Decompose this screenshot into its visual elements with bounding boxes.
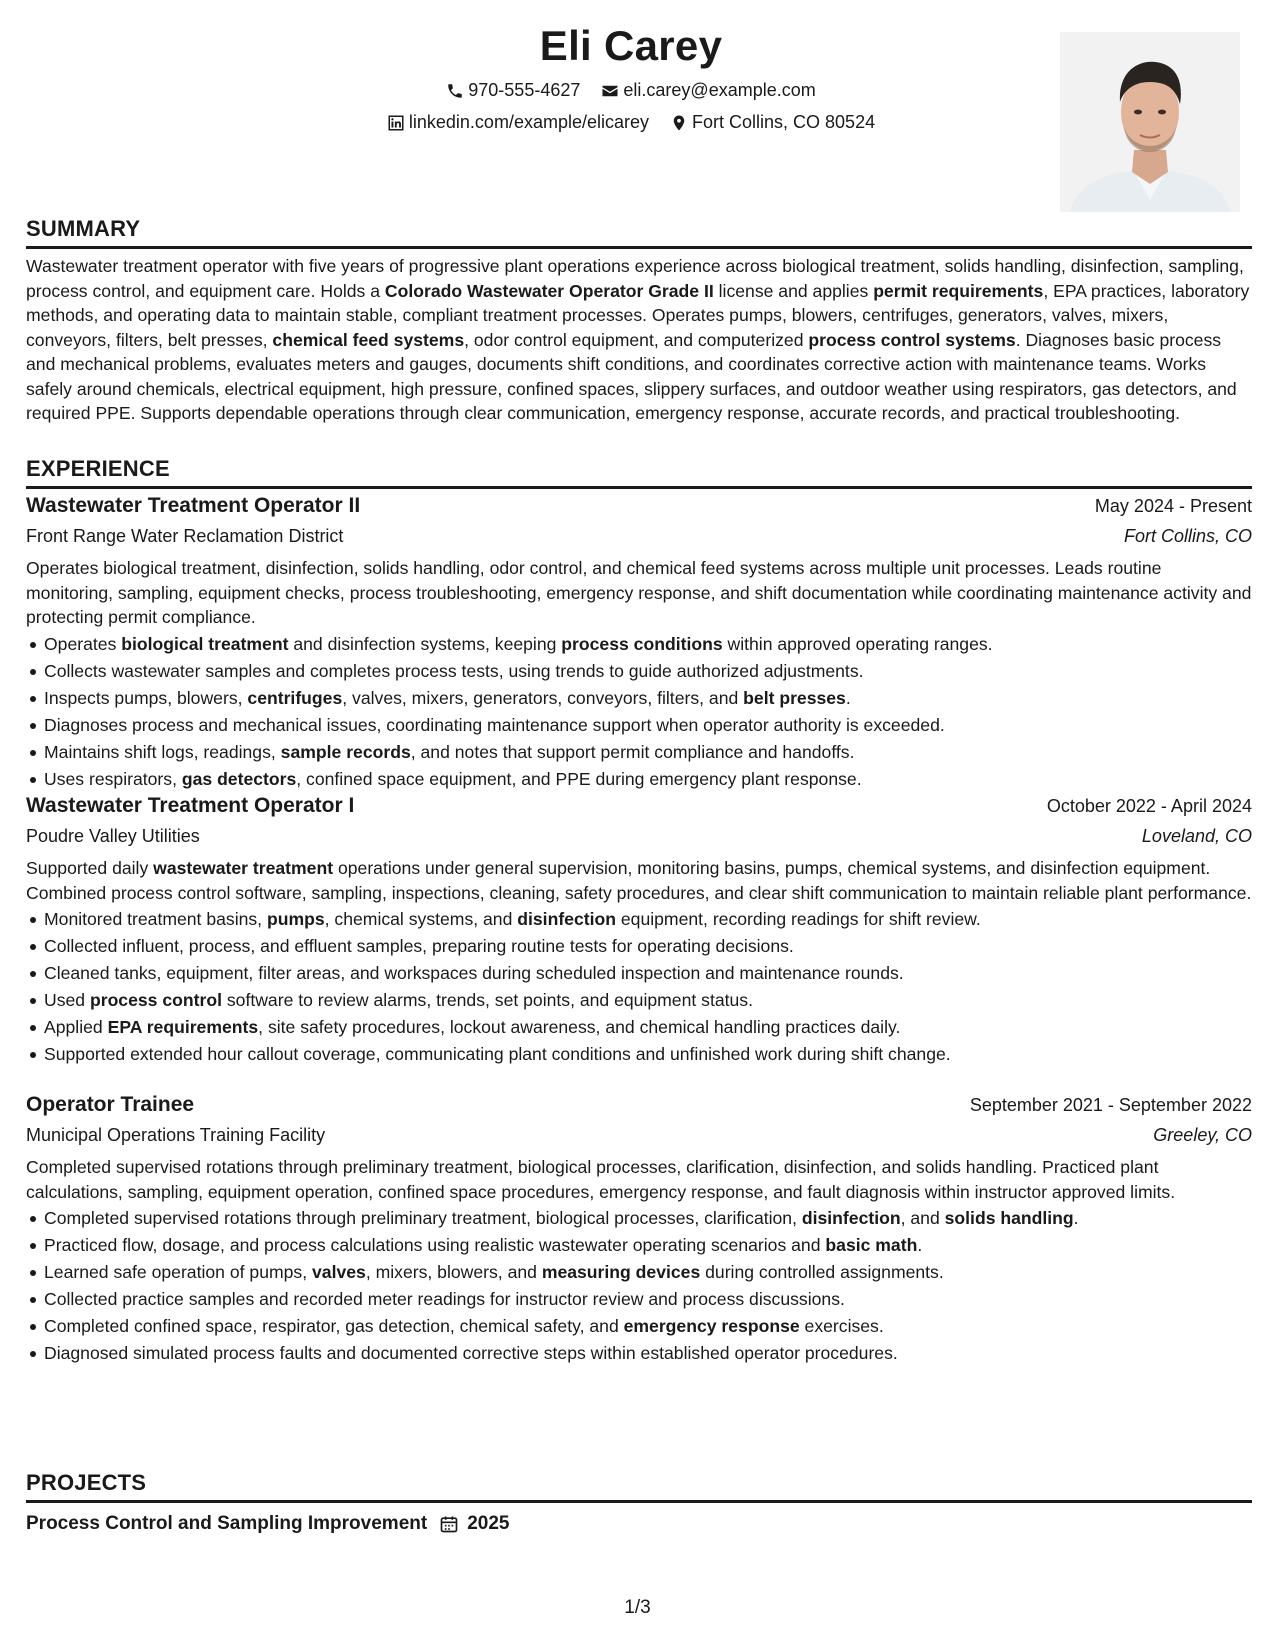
bold-text-run: process conditions bbox=[561, 633, 723, 654]
bold-text-run: pumps bbox=[266, 909, 325, 929]
project-name: Process Control and Sampling Improvement bbox=[26, 1513, 428, 1534]
text-run: Wastewater treatment operator with five years of progressive plant operations experience across biological treatment, solids handling, disinfection, sampling, process control, and equipment care. Holds a bbox=[26, 256, 1244, 301]
text-run: Maintains shift logs, readings, bbox=[44, 741, 281, 762]
job-dates: October 2022 - April 2024 bbox=[1046, 796, 1252, 816]
envelope-icon bbox=[601, 82, 619, 100]
job-entry bbox=[26, 494, 1252, 793]
bold-text-run: biological treatment bbox=[121, 633, 289, 654]
job-bullet-item bbox=[26, 1340, 1252, 1367]
job-bullet-item bbox=[26, 685, 1252, 712]
job-bullet-item bbox=[26, 1259, 1252, 1286]
text-run: Monitored treatment basins, bbox=[44, 909, 267, 929]
contact-linkedin[interactable] bbox=[387, 112, 649, 133]
calendar-icon bbox=[439, 1514, 459, 1534]
job-bullet-item bbox=[26, 1041, 1252, 1068]
text-run: Applied bbox=[44, 1017, 108, 1037]
map-pin-icon bbox=[670, 114, 688, 132]
text-run: , confined space equipment, and PPE during emergency plant response. bbox=[296, 768, 862, 789]
text-run: Supported extended hour callout coverage, communicating plant conditions and unfinished work during shift change. bbox=[44, 1044, 951, 1064]
job-title: Wastewater Treatment Operator I bbox=[26, 794, 355, 817]
bold-text-run: belt presses bbox=[743, 687, 846, 708]
job-entry bbox=[26, 794, 1252, 1068]
bold-text-run: process control systems bbox=[808, 329, 1016, 350]
contact-row-2 bbox=[26, 112, 1236, 137]
job-bullet-item bbox=[26, 766, 1252, 793]
job-location: Greeley, CO bbox=[1153, 1125, 1252, 1145]
bold-text-run: permit requirements bbox=[873, 280, 1044, 301]
text-run: Practiced flow, dosage, and process calculations using realistic wastewater operating scenarios and bbox=[44, 1235, 826, 1255]
bold-text-run: solids handling bbox=[944, 1208, 1074, 1228]
bold-text-run: emergency response bbox=[623, 1316, 800, 1336]
resume-header bbox=[26, 22, 1236, 222]
text-run: , and bbox=[900, 1208, 945, 1228]
job-entry bbox=[26, 1093, 1252, 1367]
job-description bbox=[26, 856, 1252, 905]
text-run: Supported daily bbox=[26, 858, 154, 878]
text-run: , EPA practices, laboratory methods, and operating data to maintain stable, compliant treatment processes. Operates pumps, blowers, centrifuges, generators, valves, mixers, conveyors, filters, belt presses, bbox=[26, 280, 1250, 350]
job-title: Operator Trainee bbox=[26, 1093, 195, 1116]
job-location: Loveland, CO bbox=[1141, 826, 1252, 846]
text-run: . bbox=[845, 687, 851, 708]
text-run: , and notes that support permit compliance and handoffs. bbox=[410, 741, 855, 762]
job-bullet-item bbox=[26, 631, 1252, 658]
job-bullet-item bbox=[26, 739, 1252, 766]
text-run: . bbox=[1073, 1208, 1079, 1228]
page-number: 1/3 bbox=[624, 1597, 651, 1618]
text-run: and disinfection systems, keeping bbox=[288, 633, 562, 654]
text-run: , odor control equipment, and computerized bbox=[464, 329, 809, 350]
text-run: . Diagnoses basic process and mechanical problems, evaluates meters and gauges, documents shift conditions, and coordinates corrective action with maintenance teams. Works safely around chemicals, electrical equipment, high pressure, confined spaces, slippery surfaces, and outdoor weather using respirators, gas detectors, and required PPE. Supports dependable operations through clear communication, emergency response, accurate records, and practical troubleshooting. bbox=[26, 329, 1237, 423]
project-entry bbox=[26, 1513, 509, 1535]
text-run: operations under general supervision, monitoring basins, pumps, chemical systems, and disinfection equipment. Combined process control software, sampling, inspections, cleaning, safety procedures, and clear shift communication to maintain reliable plant performance. bbox=[26, 858, 1252, 903]
text-run: during controlled assignments. bbox=[700, 1262, 944, 1282]
portrait-image bbox=[1060, 32, 1240, 212]
bold-text-run: process control bbox=[89, 990, 222, 1010]
job-dates: May 2024 - Present bbox=[1094, 496, 1252, 516]
location-text: Fort Collins, CO 80524 bbox=[692, 112, 876, 132]
email-text[interactable]: eli.carey@example.com bbox=[623, 80, 816, 100]
text-run: Collected influent, process, and effluent samples, preparing routine tests for operating decisions. bbox=[44, 936, 794, 956]
linkedin-icon bbox=[387, 114, 405, 132]
text-run: software to review alarms, trends, set points, and equipment status. bbox=[221, 990, 753, 1010]
job-company: Municipal Operations Training Facility bbox=[26, 1125, 326, 1145]
job-bullets bbox=[26, 631, 1252, 793]
job-bullet-item bbox=[26, 658, 1252, 685]
bold-text-run: disinfection bbox=[517, 909, 616, 929]
job-bullet-item bbox=[26, 987, 1252, 1014]
bold-text-run: valves bbox=[312, 1262, 366, 1282]
contact-phone bbox=[446, 80, 580, 101]
job-bullet-item bbox=[26, 1205, 1252, 1232]
bold-text-run: Colorado Wastewater Operator Grade II bbox=[384, 280, 714, 301]
text-run: Completed supervised rotations through preliminary treatment, biological processes, clarification, bbox=[44, 1208, 802, 1228]
contact-row-1 bbox=[26, 80, 1236, 105]
project-year: 2025 bbox=[467, 1513, 510, 1534]
text-run: Uses respirators, bbox=[44, 768, 182, 789]
text-run: Collects wastewater samples and completes process tests, using trends to guide authorized adjustments. bbox=[44, 660, 864, 681]
text-run: equipment, recording readings for shift review. bbox=[616, 909, 981, 929]
section-title-projects: PROJECTS bbox=[26, 1470, 1252, 1503]
job-bullets bbox=[26, 906, 1252, 1068]
job-dates: September 2021 - September 2022 bbox=[969, 1095, 1252, 1115]
text-run: Cleaned tanks, equipment, filter areas, and workspaces during scheduled inspection and maintenance rounds. bbox=[44, 963, 904, 983]
bold-text-run: basic math bbox=[825, 1235, 918, 1255]
text-run: Inspects pumps, blowers, bbox=[44, 687, 248, 708]
text-run: Completed confined space, respirator, gas detection, chemical safety, and bbox=[44, 1316, 624, 1336]
text-run: , valves, mixers, generators, conveyors, filters, and bbox=[342, 687, 744, 708]
job-company: Poudre Valley Utilities bbox=[26, 826, 200, 846]
text-run: Collected practice samples and recorded meter readings for instructor review and process discussions. bbox=[44, 1289, 845, 1309]
job-bullet-item bbox=[26, 1014, 1252, 1041]
job-bullet-item bbox=[26, 933, 1252, 960]
job-bullet-item bbox=[26, 906, 1252, 933]
candidate-name: Eli Carey bbox=[539, 22, 723, 69]
text-run: , mixers, blowers, and bbox=[365, 1262, 542, 1282]
contact-email[interactable] bbox=[601, 80, 815, 101]
job-bullets bbox=[26, 1205, 1252, 1367]
job-bullet-item bbox=[26, 1286, 1252, 1313]
job-title: Wastewater Treatment Operator II bbox=[26, 494, 361, 517]
bold-text-run: gas detectors bbox=[181, 768, 297, 789]
bold-text-run: sample records bbox=[280, 741, 411, 762]
summary-paragraph bbox=[26, 254, 1252, 426]
text-run: Used bbox=[44, 990, 90, 1010]
bold-text-run: measuring devices bbox=[541, 1262, 701, 1282]
bold-text-run: chemical feed systems bbox=[272, 329, 465, 350]
text-run: Operates bbox=[44, 633, 122, 654]
job-bullet-item bbox=[26, 960, 1252, 987]
linkedin-text[interactable]: linkedin.com/example/elicarey bbox=[408, 112, 649, 132]
text-run: , chemical systems, and bbox=[324, 909, 518, 929]
job-bullet-item bbox=[26, 1232, 1252, 1259]
contact-location bbox=[670, 112, 875, 133]
phone-text: 970-555-4627 bbox=[468, 80, 581, 100]
job-description: Completed supervised rotations through preliminary treatment, biological processes, clarification, disinfection, and solids handling. Practiced plant calculations, sampling, equipment operation, confined space procedures, emergency response, and fault diagnosis within instructor approved limits. bbox=[26, 1157, 1176, 1202]
text-run: Diagnosed simulated process faults and documented corrective steps within established operator procedures. bbox=[44, 1343, 898, 1363]
job-description: Operates biological treatment, disinfection, solids handling, odor control, and chemical feed systems across multiple unit processes. Leads routine monitoring, sampling, equipment checks, process troubleshooting, emergency response, and shift documentation while coordinating maintenance activity and protecting permit compliance. bbox=[26, 558, 1252, 627]
phone-icon bbox=[446, 82, 464, 100]
section-title-experience: EXPERIENCE bbox=[26, 456, 1252, 489]
bold-text-run: disinfection bbox=[801, 1208, 901, 1228]
text-run: within approved operating ranges. bbox=[722, 633, 993, 654]
text-run: Learned safe operation of pumps, bbox=[44, 1262, 312, 1282]
bold-text-run: centrifuges bbox=[247, 687, 343, 708]
bold-text-run: EPA requirements bbox=[107, 1017, 259, 1037]
section-title-summary: SUMMARY bbox=[26, 216, 1252, 249]
bold-text-run: wastewater treatment bbox=[153, 858, 334, 878]
text-run: . bbox=[917, 1235, 923, 1255]
job-bullet-item bbox=[26, 712, 1252, 739]
text-run: exercises. bbox=[799, 1316, 884, 1336]
text-run: Diagnoses process and mechanical issues, coordinating maintenance support when operator authority is exceeded. bbox=[44, 714, 945, 735]
job-bullet-item bbox=[26, 1313, 1252, 1340]
text-run: license and applies bbox=[713, 280, 874, 301]
job-company: Front Range Water Reclamation District bbox=[26, 526, 344, 546]
profile-photo bbox=[1060, 32, 1240, 212]
job-location: Fort Collins, CO bbox=[1123, 526, 1252, 546]
text-run: , site safety procedures, lockout awareness, and chemical handling practices daily. bbox=[258, 1017, 901, 1037]
